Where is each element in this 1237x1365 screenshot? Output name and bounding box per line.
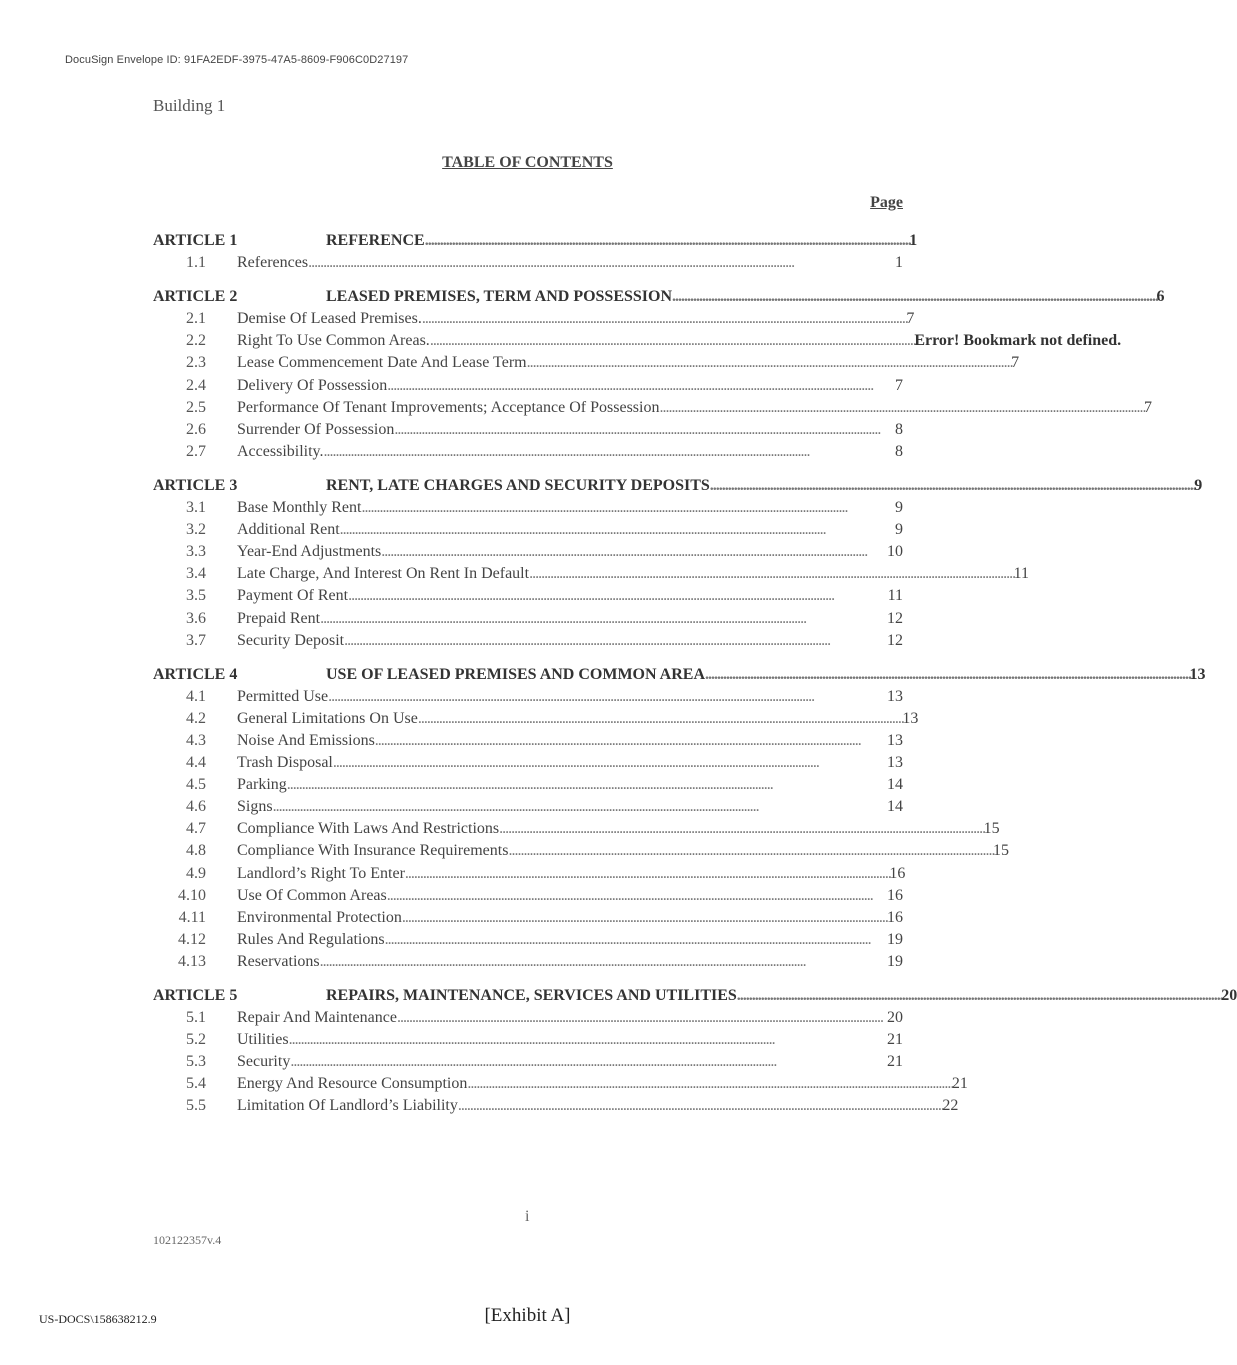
section-title: Prepaid Rent <box>237 609 321 627</box>
dot-leader <box>737 987 1222 1005</box>
section-number: 3.4 <box>186 565 206 583</box>
toc-section-row[interactable] <box>153 1031 903 1053</box>
section-title: Limitation Of Landlord’s Liability <box>237 1097 458 1115</box>
toc-section-row[interactable] <box>153 310 915 332</box>
toc-section-row[interactable] <box>153 1009 903 1031</box>
article-label: ARTICLE 1 <box>153 232 238 249</box>
toc-section-row[interactable] <box>153 931 903 953</box>
section-title: Reservations <box>237 952 320 970</box>
toc-section-row[interactable] <box>153 521 903 543</box>
toc-section-row[interactable] <box>153 421 903 443</box>
dot-leader <box>289 1031 887 1049</box>
section-page: 19 <box>887 930 903 948</box>
article-page: 6 <box>1156 288 1165 306</box>
section-page: 11 <box>887 587 903 605</box>
section-page: 16 <box>887 908 903 926</box>
toc-article-block <box>153 476 1203 654</box>
dot-leader <box>458 1097 943 1115</box>
toc-section-row[interactable] <box>153 864 906 887</box>
toc-section-row[interactable] <box>153 398 1152 421</box>
section-number: 4.7 <box>186 820 206 838</box>
section-title: Rules And Regulations <box>237 930 385 948</box>
section-page: 9 <box>895 521 903 539</box>
footer-exhibit: [Exhibit A] <box>484 1305 571 1326</box>
dot-leader <box>529 565 1014 583</box>
page-number: i <box>525 1208 530 1225</box>
section-number: 5.5 <box>186 1097 206 1115</box>
section-title: Use Of Common Areas <box>237 886 387 904</box>
section-page: 21 <box>887 1031 903 1049</box>
dot-leader <box>508 842 993 860</box>
section-page: 8 <box>895 442 903 460</box>
article-title: USE OF LEASED PREMISES AND COMMON AREA <box>326 665 706 683</box>
toc-section-row[interactable] <box>153 587 903 609</box>
dot-leader <box>659 399 1144 417</box>
dot-leader <box>387 377 895 395</box>
article-page: 13 <box>1189 665 1206 683</box>
dot-leader <box>320 610 887 628</box>
section-title: References <box>237 254 309 272</box>
section-number: 2.3 <box>186 354 206 372</box>
article-label: ARTICLE 2 <box>153 288 238 306</box>
toc-section-row[interactable] <box>153 1053 903 1075</box>
toc-section-row[interactable] <box>153 776 903 798</box>
dot-leader <box>381 543 887 561</box>
docusign-envelope-id: DocuSign Envelope ID: 91FA2EDF-3975-47A5-8609-F906C0D27197 <box>65 54 409 66</box>
dot-leader <box>340 521 895 539</box>
section-title: Landlord’s Right To Enter <box>237 864 405 882</box>
page-column-header: Page <box>870 194 903 211</box>
section-page: 9 <box>895 499 903 517</box>
toc-section-row[interactable] <box>153 499 903 521</box>
article-title: REFERENCE <box>326 232 425 249</box>
section-title: Additional Rent <box>237 521 340 539</box>
section-number: 4.9 <box>186 864 206 882</box>
dot-leader <box>324 443 896 461</box>
section-title: Late Charge, And Interest On Rent In Default <box>237 565 530 583</box>
section-title: Repair And Maintenance <box>237 1009 397 1027</box>
section-title: Signs <box>237 798 273 816</box>
article-title: LEASED PREMISES, TERM AND POSSESSION <box>326 288 673 306</box>
section-page: 21 <box>951 1075 968 1093</box>
section-number: 3.2 <box>186 521 206 539</box>
section-number: 2.4 <box>186 376 206 394</box>
section-number: 4.6 <box>186 798 206 816</box>
toc-section-row[interactable] <box>153 887 903 909</box>
dot-leader <box>527 354 1012 372</box>
dot-leader <box>402 909 887 927</box>
section-page: 7 <box>895 376 903 394</box>
section-title: Environmental Protection <box>237 908 402 926</box>
dot-leader <box>710 477 1195 495</box>
section-page: 13 <box>887 687 903 705</box>
table-of-contents <box>153 232 1237 1132</box>
section-title: General Limitations On Use <box>237 709 418 727</box>
section-number: 2.7 <box>186 442 206 460</box>
toc-section-row[interactable] <box>153 1075 968 1097</box>
section-title: Payment Of Rent <box>237 587 349 605</box>
section-number: 3.5 <box>186 587 206 605</box>
article-label: ARTICLE 5 <box>153 987 238 1004</box>
section-page: 15 <box>992 842 1009 860</box>
section-number: 4.5 <box>186 776 206 794</box>
article-title: RENT, LATE CHARGES AND SECURITY DEPOSITS <box>326 476 710 494</box>
dot-leader <box>375 732 887 750</box>
toc-section-row[interactable] <box>153 953 903 975</box>
section-page: 7 <box>1011 354 1020 372</box>
dot-leader <box>385 931 887 949</box>
toc-title: TABLE OF CONTENTS <box>442 154 613 171</box>
toc-article-block <box>153 288 1165 465</box>
section-title: Utilities <box>237 1031 289 1049</box>
dot-leader <box>320 953 887 971</box>
section-number: 4.1 <box>186 687 206 705</box>
section-title: Permitted Use <box>237 687 329 705</box>
dot-leader <box>333 754 887 772</box>
section-title: Security <box>237 1053 291 1071</box>
section-page: 21 <box>887 1053 903 1071</box>
toc-article-block <box>153 987 1237 1120</box>
section-page: 13 <box>887 731 903 749</box>
section-number: 3.3 <box>186 543 206 561</box>
dot-leader <box>287 776 887 794</box>
section-title: Delivery Of Possession <box>237 376 388 394</box>
section-title: Parking <box>237 776 287 794</box>
dot-leader <box>467 1075 952 1093</box>
section-page: 12 <box>887 609 903 627</box>
section-number: 4.13 <box>178 952 206 970</box>
section-page: 10 <box>887 543 903 561</box>
toc-section-row[interactable] <box>153 798 903 820</box>
section-page: 16 <box>887 886 903 904</box>
dot-leader <box>344 632 887 650</box>
toc-section-row[interactable] <box>153 332 1122 354</box>
dot-leader <box>348 587 888 605</box>
toc-section-row[interactable] <box>153 909 903 931</box>
section-page: 14 <box>887 798 903 816</box>
toc-section-row[interactable] <box>153 732 903 754</box>
section-page: 13 <box>887 754 903 772</box>
bookmark-error: Error! Bookmark not defined. <box>914 332 1122 350</box>
section-page: 8 <box>895 420 903 438</box>
toc-section-row[interactable] <box>153 842 1009 864</box>
section-title: Base Monthly Rent <box>237 499 362 517</box>
footer-doc-ref: US-DOCS\158638212.9 <box>39 1312 157 1326</box>
building-label: Building 1 <box>153 96 226 115</box>
section-page: 1 <box>895 254 903 272</box>
article-page: 20 <box>1221 987 1237 1004</box>
section-page: 19 <box>887 952 903 970</box>
dot-leader <box>387 887 887 905</box>
section-number: 2.1 <box>186 310 206 328</box>
toc-section-row[interactable] <box>153 610 903 632</box>
section-number: 4.11 <box>178 908 206 926</box>
dot-leader <box>394 421 895 439</box>
dot-leader <box>418 710 903 728</box>
section-number: 3.6 <box>186 609 206 627</box>
section-title: Demise Of Leased Premises. <box>237 310 422 328</box>
section-number: 3.1 <box>186 499 206 517</box>
toc-article-row[interactable] <box>153 476 1203 499</box>
section-title: Surrender Of Possession <box>237 420 395 438</box>
toc-article-row[interactable] <box>153 987 1237 1009</box>
section-title: Right To Use Common Areas. <box>237 332 430 350</box>
toc-article-row[interactable] <box>153 665 1206 688</box>
section-number: 4.10 <box>178 886 206 904</box>
toc-section-row[interactable] <box>153 754 903 776</box>
section-page: 16 <box>889 864 906 882</box>
section-page: 12 <box>887 631 903 649</box>
section-number: 1.1 <box>186 254 206 272</box>
dot-leader <box>430 332 915 350</box>
section-title: Security Deposit <box>237 631 345 649</box>
toc-section-row[interactable] <box>153 443 903 465</box>
section-page: 14 <box>887 776 903 794</box>
toc-article-row[interactable] <box>153 288 1165 310</box>
section-number: 2.6 <box>186 420 206 438</box>
toc-section-row[interactable] <box>153 377 903 399</box>
toc-section-row[interactable] <box>153 820 1000 842</box>
section-title: Noise And Emissions <box>237 731 375 749</box>
section-title: Energy And Resource Consumption <box>237 1075 468 1093</box>
section-number: 5.2 <box>186 1031 206 1049</box>
section-page: 20 <box>887 1009 903 1027</box>
dot-leader <box>499 820 984 838</box>
dot-leader <box>405 865 890 883</box>
toc-section-row[interactable] <box>153 709 919 732</box>
section-title: Year-End Adjustments <box>237 543 382 561</box>
section-number: 2.5 <box>186 398 206 416</box>
toc-section-row[interactable] <box>153 354 1020 376</box>
section-number: 4.4 <box>186 754 206 772</box>
toc-section-row[interactable] <box>153 543 903 565</box>
section-number: 3.7 <box>186 631 206 649</box>
dot-leader <box>397 1009 887 1027</box>
section-page: 11 <box>1013 565 1029 583</box>
toc-section-row[interactable] <box>153 565 1029 587</box>
section-title: Compliance With Laws And Restrictions <box>237 820 500 838</box>
section-title: Trash Disposal <box>237 754 333 772</box>
dot-leader <box>308 254 895 272</box>
section-title: Accessibility. <box>237 442 324 460</box>
article-page: 1 <box>909 232 918 249</box>
section-number: 2.2 <box>186 332 206 350</box>
toc-section-row[interactable] <box>153 632 903 654</box>
dot-leader <box>705 666 1190 684</box>
section-number: 4.2 <box>186 709 206 727</box>
section-page: 7 <box>906 310 915 328</box>
section-number: 5.4 <box>186 1075 206 1093</box>
dot-leader <box>425 232 910 250</box>
section-number: 5.3 <box>186 1053 206 1071</box>
dot-leader <box>422 310 907 328</box>
toc-article-block <box>153 232 918 276</box>
toc-section-row[interactable] <box>153 1097 959 1119</box>
dot-leader <box>672 288 1157 306</box>
dot-leader <box>361 499 895 517</box>
section-title: Performance Of Tenant Improvements; Acceptance Of Possession <box>237 398 660 416</box>
toc-section-row[interactable] <box>153 688 903 710</box>
section-number: 4.3 <box>186 731 206 749</box>
section-title: Compliance With Insurance Requirements <box>237 842 509 860</box>
section-title: Lease Commencement Date And Lease Term <box>237 354 527 372</box>
toc-article-block <box>153 665 1206 975</box>
toc-article-row[interactable] <box>153 232 918 254</box>
document-id: 102122357v.4 <box>153 1233 222 1247</box>
section-page: 7 <box>1143 398 1152 416</box>
section-page: 15 <box>983 820 1000 838</box>
section-number: 5.1 <box>186 1009 206 1027</box>
toc-section-row[interactable] <box>153 254 903 276</box>
article-title: REPAIRS, MAINTENANCE, SERVICES AND UTILITIES <box>326 987 737 1004</box>
section-number: 4.12 <box>178 930 206 948</box>
section-page: 22 <box>942 1097 959 1115</box>
dot-leader <box>328 688 887 706</box>
section-number: 4.8 <box>186 842 206 860</box>
dot-leader <box>290 1053 887 1071</box>
dot-leader <box>273 798 887 816</box>
article-page: 9 <box>1194 476 1203 494</box>
section-page: 13 <box>902 709 919 727</box>
article-label: ARTICLE 4 <box>153 665 238 683</box>
article-label: ARTICLE 3 <box>153 476 238 494</box>
